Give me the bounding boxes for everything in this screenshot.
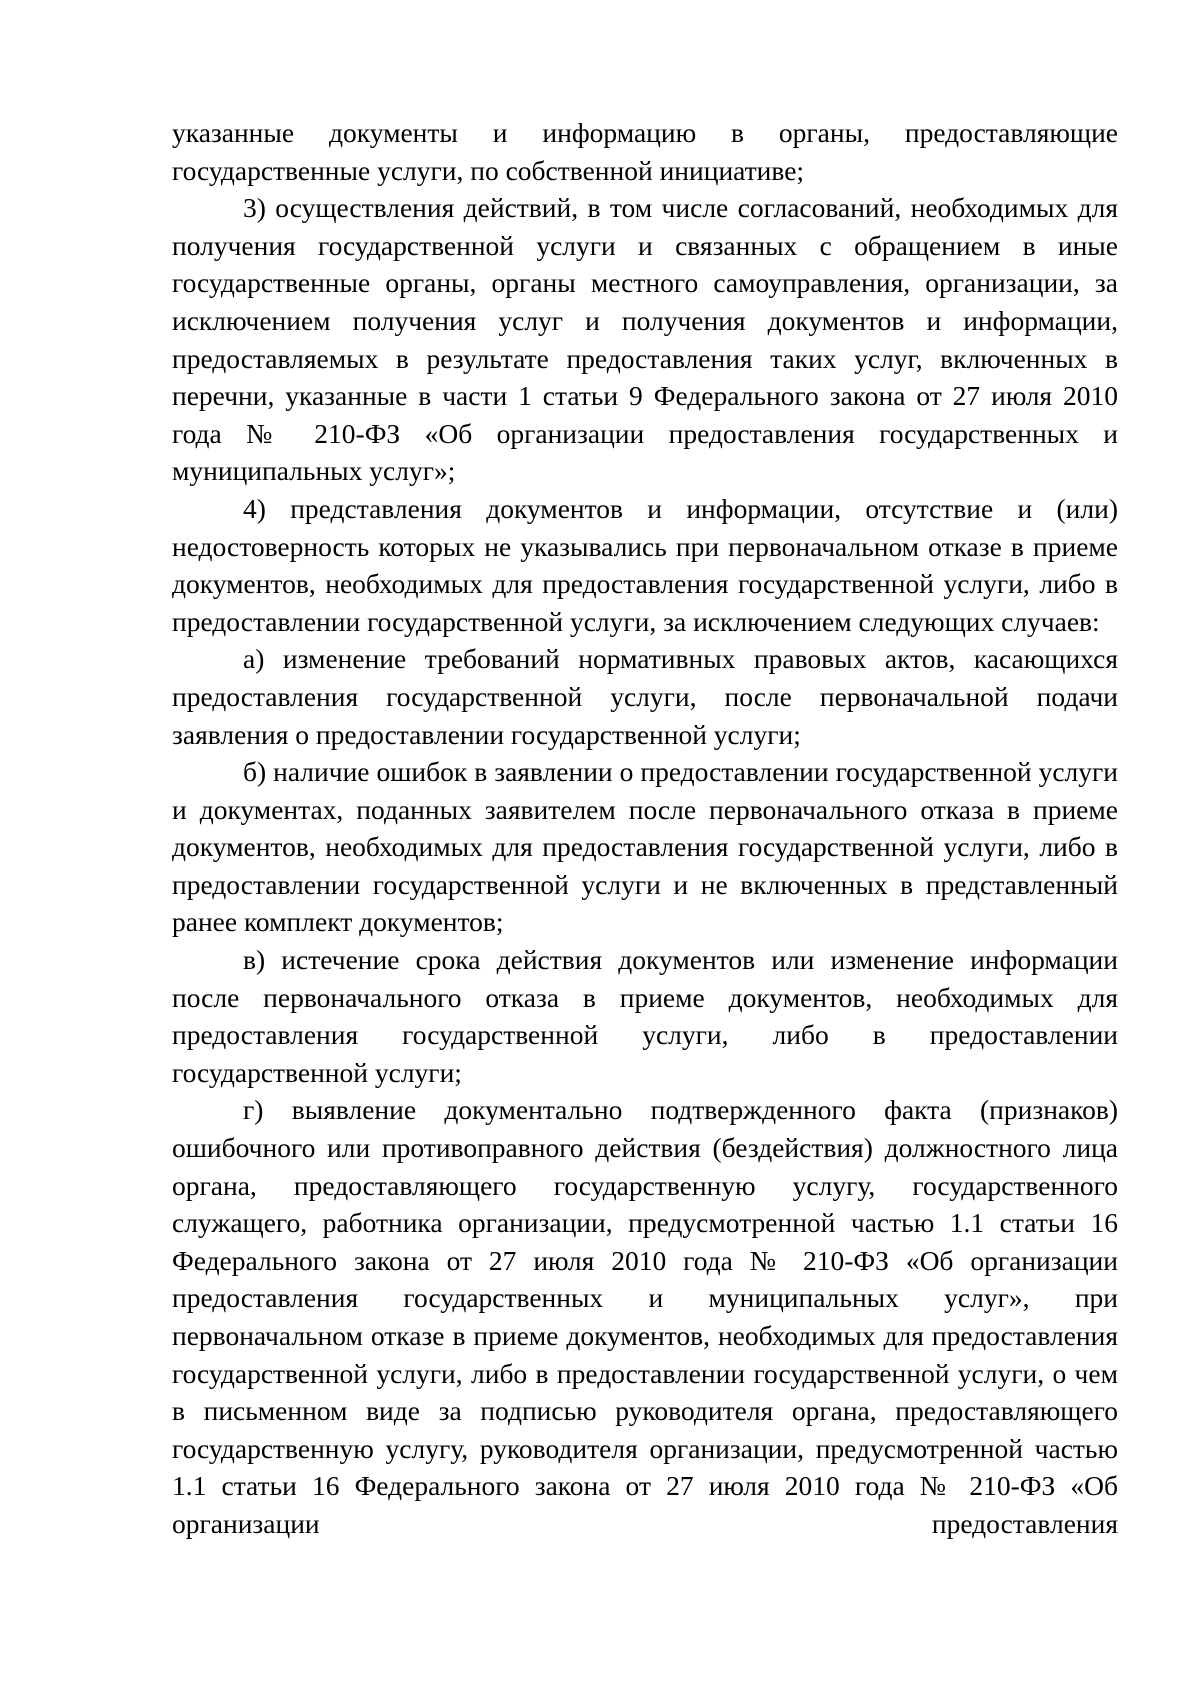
paragraph-continuation (172, 114, 1118, 189)
document-body (172, 114, 1118, 1543)
text-line: служащего, работника организации, предусмотренной частью 1.1 статьи 16 (172, 1207, 1118, 1239)
text-line: б) наличие ошибок в заявлении о предоставлении государственной (243, 756, 1032, 788)
text-line: ошибочного или противоправного действия (бездействия) должностного лица (172, 1132, 1118, 1164)
text-line: муниципальных услуг»; (172, 455, 456, 487)
text-line: государственной услуги, о чем в письменном виде за подписью руководителя (172, 1357, 1118, 1427)
text-line: получения государственной услуги и связанных с обращением в иные (172, 229, 1118, 261)
text-line: государственные органы, органы местного самоуправления, организации, за (172, 267, 1118, 299)
text-line: предоставления государственных и муниципальных услуг», при (172, 1282, 1118, 1314)
text-line: а) изменение требований нормативных правовых актов, касающихся (243, 643, 1118, 675)
text-line: первоначальном отказе в приеме документов, необходимых для (172, 1320, 924, 1351)
text-line: предоставления государственной услуги, после первоначальной подачи (172, 680, 1118, 712)
text-line: Федерального закона от 27 июля 2010 года № 210-ФЗ «Об организации (172, 1244, 1118, 1276)
text-line: г) выявление документально подтвержденного факта (признаков) (243, 1094, 1118, 1126)
text-line: предоставления государственной услуги, либо в предоставлении (172, 1320, 1118, 1389)
text-line: после первоначального отказа в приеме документов, необходимых для (172, 981, 1118, 1013)
paragraph-subitem-v (172, 941, 1118, 1091)
paragraph-subitem-g (172, 1091, 1118, 1542)
text-line: исключением получения услуг и получения документов и информации, (172, 304, 1118, 336)
text-line: 27 июля 2010 года № 210-ФЗ «Об организации предоставления (172, 1470, 1119, 1539)
text-line: органа, предоставляющего государственную услугу, руководителя (172, 1395, 1118, 1464)
paragraph-item-3 (172, 189, 1118, 490)
text-line: услуги и документах, поданных заявителем после первоначального отказа в (172, 756, 1118, 825)
text-line: предоставляемых в результате предоставления таких услуг, включенных в (172, 342, 1118, 374)
paragraph-subitem-b (172, 753, 1118, 941)
text-line: государственной услуги; (172, 1056, 462, 1088)
text-line: представленный ранее комплект документов; (172, 868, 1118, 938)
text-line: указанные документы и информацию в органы, предоставляющие (172, 117, 1118, 148)
text-line: органа, предоставляющего государственную услугу, государственного (172, 1169, 1118, 1201)
text-line: года № 210-ФЗ «Об организации предоставления государственных и (172, 417, 1118, 449)
text-line: приеме документов, необходимых для предоставления государственной (172, 530, 1119, 600)
text-line: организации, предусмотренной частью 1.1 статьи 16 Федерального закона от (172, 1432, 1119, 1502)
text-line: перечни, указанные в части 1 статьи 9 Федерального закона от 27 июля 2010 (172, 380, 1118, 412)
text-line: услуги, либо в предоставлении государственной услуги и не включенных в (172, 831, 1119, 900)
paragraph-subitem-a (172, 640, 1118, 753)
text-line: услуги, либо в предоставлении государственной услуги, за исключением (172, 568, 1119, 637)
text-line: приеме документов, необходимых для предоставления государственной (172, 793, 1118, 863)
text-line: 4) представления документов и информации, отсутствие и (или) (243, 492, 1118, 524)
text-line: 3) осуществления действий, в том числе согласований, необходимых для (243, 192, 1118, 224)
text-line: недостоверность которых не указывались при первоначальном отказе в (172, 530, 1024, 562)
text-line: следующих случаев: (858, 605, 1100, 637)
text-line: заявления о предоставлении государственной услуги; (172, 718, 801, 750)
text-line: в) истечение срока действия документов или изменение информации (243, 944, 1118, 976)
text-line: предоставления государственной услуги, либо в предоставлении (172, 1019, 1118, 1051)
paragraph-item-4 (172, 490, 1118, 640)
text-line: государственные услуги, по собственной инициативе; (172, 154, 805, 186)
